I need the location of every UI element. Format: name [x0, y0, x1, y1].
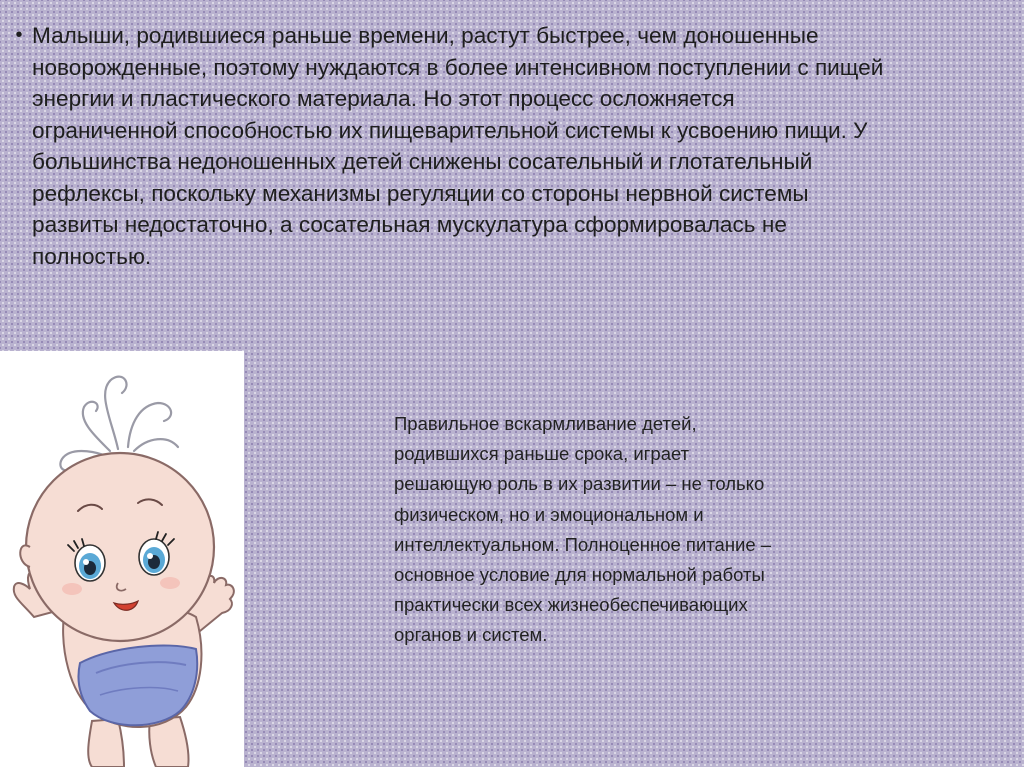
- side-paragraph-line: органов и систем.: [394, 624, 548, 646]
- side-paragraph-line: практически всех жизнеобеспечивающих: [394, 594, 748, 616]
- baby-head: [26, 453, 214, 641]
- bullet-row: [6, 20, 886, 272]
- ear: [20, 545, 30, 567]
- main-paragraph-text: Малыши, родившиеся раньше времени, растут быстрее, чем доношенные новорожденные, поэтому нуждаются в более интенсивном поступлении с пищей энергии и пластического материала. Но этот процесс осложняется ограниченной способностью их пищеварительной системы к усвоению пищи. У большинства недоношенных детей снижены сосательный и глотательный рефлексы, поскольку механизмы регуляции со стороны нервной системы развиты недостаточно, а сосательная мускулатура сформировалась не полностью.: [32, 23, 884, 269]
- side-paragraph-line: основное условие для нормальной работы: [394, 564, 765, 586]
- main-paragraph: [6, 20, 886, 272]
- side-paragraph-line: родившихся раньше срока, играет: [394, 443, 690, 465]
- side-paragraph-line: Правильное вскармливание детей,: [394, 413, 697, 434]
- baby-illustration: [0, 351, 244, 767]
- side-paragraph-line: решающую роль в их развитии – не только: [394, 473, 765, 495]
- left-leg: [88, 719, 124, 767]
- side-paragraph: [394, 409, 914, 651]
- side-paragraph-line: интеллектуальном. Полноценное питание –: [394, 533, 772, 555]
- side-paragraph-line: физическом, но и эмоциональном и: [394, 503, 704, 525]
- baby-illustration-panel: [0, 351, 244, 767]
- bullet-marker: •: [15, 24, 23, 46]
